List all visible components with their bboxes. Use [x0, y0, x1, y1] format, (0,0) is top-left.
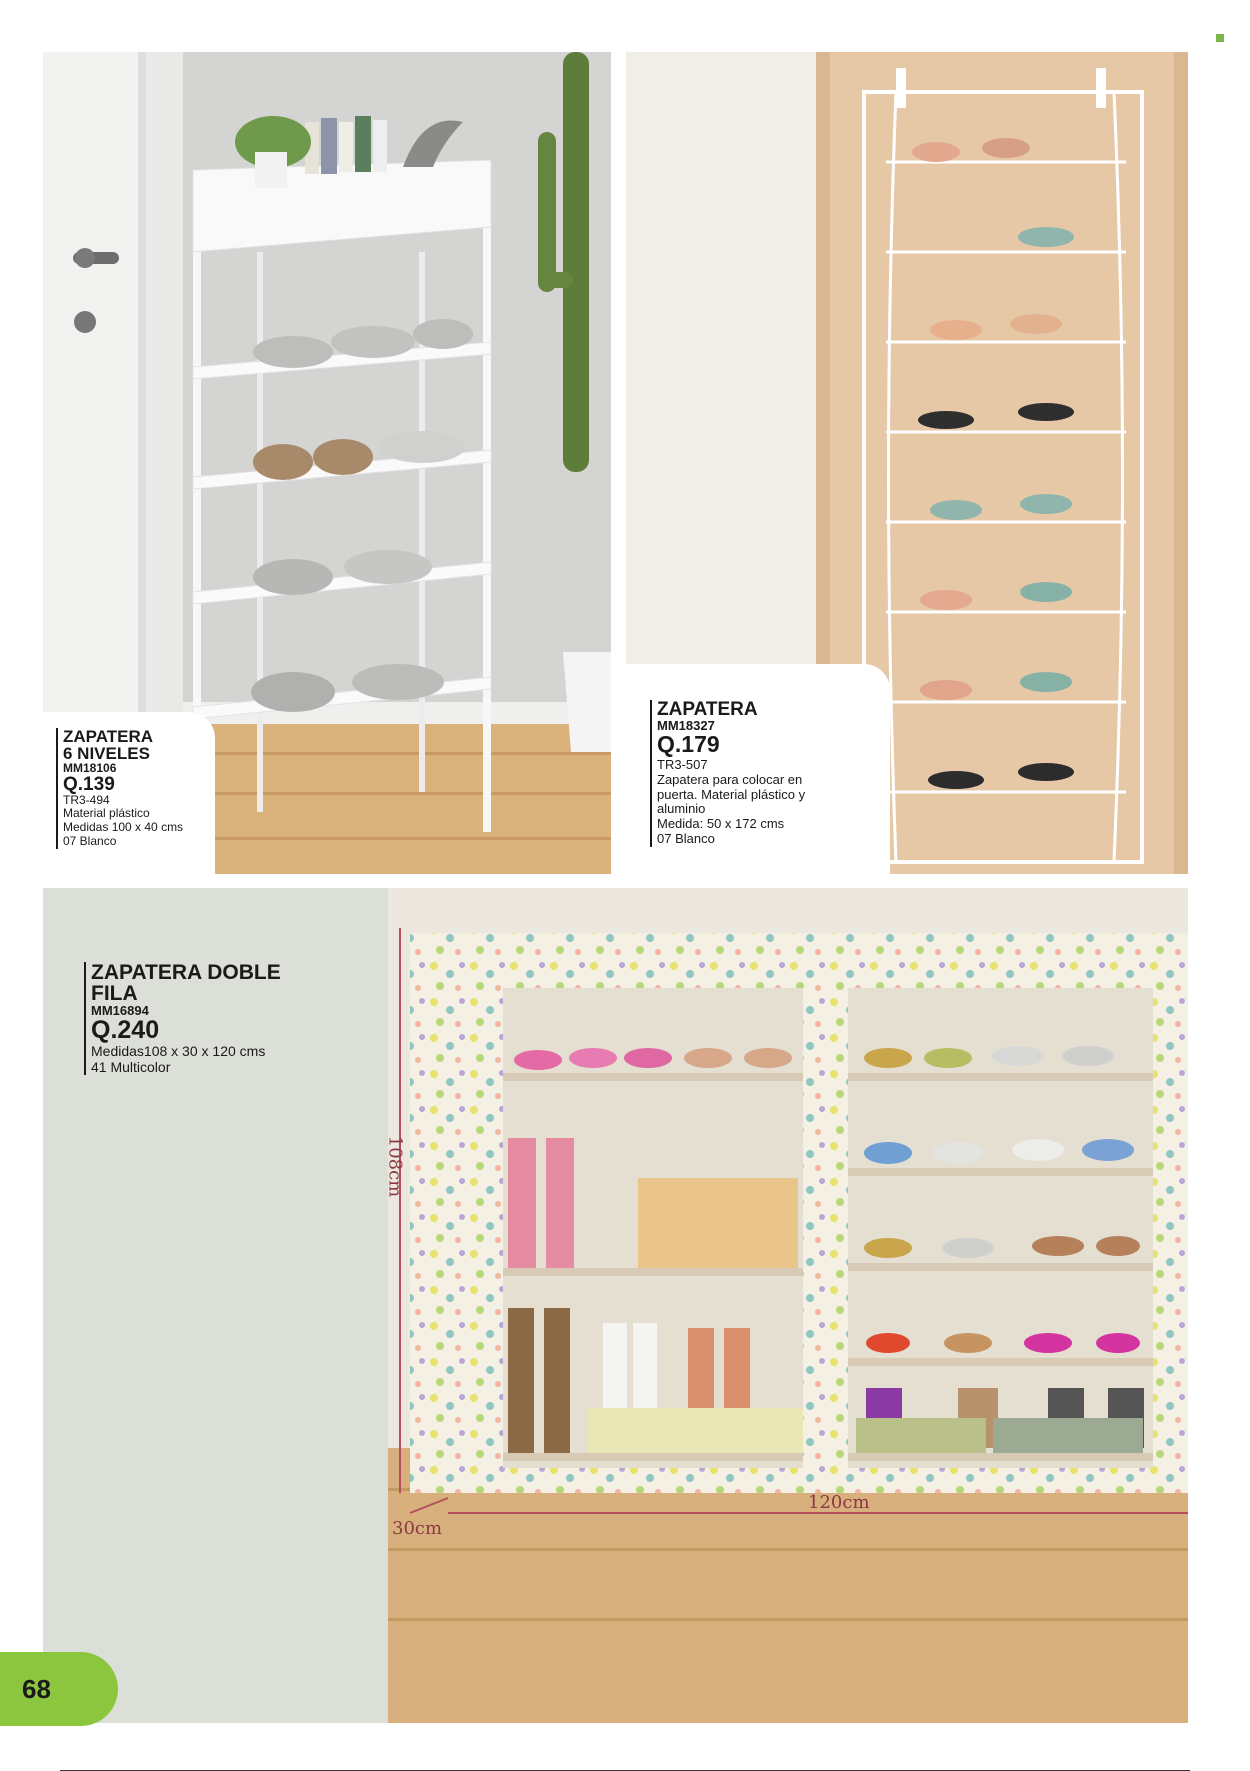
product-code: MM18327	[657, 718, 715, 733]
product-price: Q.139	[63, 773, 115, 795]
detail-line: puerta. Material plástico y	[657, 786, 806, 802]
product-code: MM16894	[91, 1003, 149, 1018]
product-price: Q.179	[657, 730, 720, 757]
detail-line: Medidas108 x 30 x 120 cms	[91, 1042, 266, 1059]
detail-line: TR3-507	[657, 756, 708, 772]
detail-line: 41 Multicolor	[91, 1058, 171, 1075]
detail-line: Material plástico	[63, 806, 150, 821]
page-number: 68	[22, 1674, 51, 1704]
dimension-height-label: 108cm	[384, 1135, 406, 1198]
product-name-line: ZAPATERA	[63, 727, 154, 746]
product-name-line: ZAPATERA DOBLE	[91, 961, 281, 984]
detail-line: TR3-494	[63, 792, 110, 807]
product-details	[91, 1043, 351, 1075]
dimension-depth-label: 30cm	[392, 1518, 443, 1539]
product-name-line: FILA	[91, 982, 138, 1005]
product-name	[63, 728, 213, 762]
product-label-over-door	[650, 700, 887, 847]
product-name	[91, 962, 351, 1004]
product-name-line: 6 NIVELES	[63, 744, 150, 763]
detail-line: 07 Blanco	[657, 831, 715, 847]
page-number-badge	[0, 1652, 118, 1726]
detail-line: Medidas 100 x 40 cms	[63, 820, 184, 835]
detail-line: Zapatera para colocar en	[657, 771, 803, 787]
product-name-line: ZAPATERA	[657, 699, 758, 720]
detail-line: Medida: 50 x 172 cms	[657, 816, 785, 832]
product-details	[63, 794, 213, 849]
product-name	[657, 700, 887, 719]
product-label-double-row	[84, 962, 351, 1075]
detail-line: 07 Blanco	[63, 833, 117, 848]
product-price: Q.240	[91, 1015, 160, 1044]
product-photo-double-row-rack	[384, 888, 1188, 1723]
product-label-6-tier	[56, 728, 213, 849]
corner-mark	[1216, 34, 1224, 42]
product-code: MM18106	[63, 761, 117, 775]
dimension-width-label: 120cm	[808, 1492, 870, 1513]
detail-line: aluminio	[657, 801, 706, 817]
product-details	[657, 758, 887, 848]
double-rack-illustration	[388, 888, 1188, 1723]
